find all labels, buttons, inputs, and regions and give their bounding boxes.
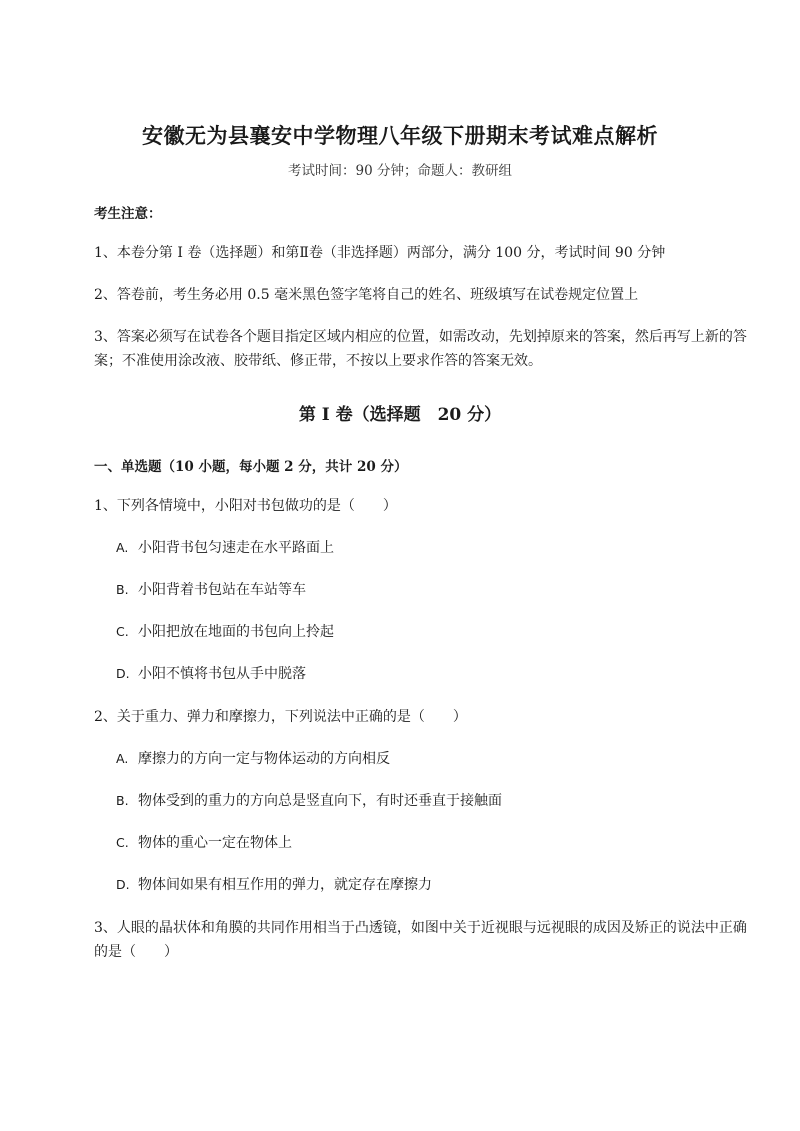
option-a (116, 747, 390, 771)
question-stem: 1、下列各情境中，小阳对书包做功的是（ ） (94, 498, 397, 514)
notice-item: 1、本卷分第 I 卷（选择题）和第Ⅱ卷（非选择题）两部分，满分 100 分，考试时间 90 分钟 (94, 245, 666, 261)
question-stem: 3、人眼的晶状体和角膜的共同作用相当于凸透镜，如图中关于近视眼与远视眼的成因及矫正的说法中正确的是（ ） (94, 920, 747, 960)
option-letter: B. (116, 793, 129, 808)
option-letter: C. (116, 624, 129, 639)
option-d (116, 873, 432, 897)
exam-info: 考试时间：90 分钟；命题人：教研组 (288, 163, 512, 179)
question-stem: 2、关于重力、弹力和摩擦力，下列说法中正确的是（ ） (94, 709, 467, 725)
option-letter: D. (116, 666, 130, 681)
option-text: 小阳背书包匀速走在水平路面上 (138, 540, 334, 556)
section-title: 第 I 卷（选择题 20 分） (298, 405, 502, 425)
option-text: 小阳背着书包站在车站等车 (138, 582, 306, 598)
option-letter: C. (116, 835, 129, 850)
option-letter: D. (116, 877, 130, 892)
option-a (116, 536, 334, 560)
part-heading: 一、单选题（10 小题，每小题 2 分，共计 20 分） (94, 459, 408, 475)
option-c (116, 620, 334, 644)
option-letter: A. (116, 751, 129, 766)
notice-heading: 考生注意： (94, 206, 162, 222)
notice-item: 3、答案必须写在试卷各个题目指定区域内相应的位置，如需改动，先划掉原来的答案，然后再写上新的答案；不准使用涂改液、胶带纸、修正带，不按以上要求作答的答案无效。 (94, 329, 747, 369)
option-letter: A. (116, 540, 129, 555)
option-b (116, 578, 306, 602)
page-title: 安徽无为县襄安中学物理八年级下册期末考试难点解析 (142, 123, 658, 148)
option-letter: B. (116, 582, 129, 597)
option-c (116, 831, 292, 855)
option-text: 物体的重心一定在物体上 (138, 835, 292, 851)
option-b (116, 789, 502, 813)
option-text: 小阳把放在地面的书包向上拎起 (138, 624, 334, 640)
option-d (116, 662, 306, 686)
option-text: 物体受到的重力的方向总是竖直向下，有时还垂直于接触面 (138, 793, 502, 809)
notice-item: 2、答卷前，考生务必用 0.5 毫米黑色签字笔将自己的姓名、班级填写在试卷规定位置上 (94, 287, 639, 303)
option-text: 小阳不慎将书包从手中脱落 (138, 666, 306, 682)
option-text: 摩擦力的方向一定与物体运动的方向相反 (138, 751, 390, 767)
option-text: 物体间如果有相互作用的弹力，就定存在摩擦力 (138, 877, 432, 893)
